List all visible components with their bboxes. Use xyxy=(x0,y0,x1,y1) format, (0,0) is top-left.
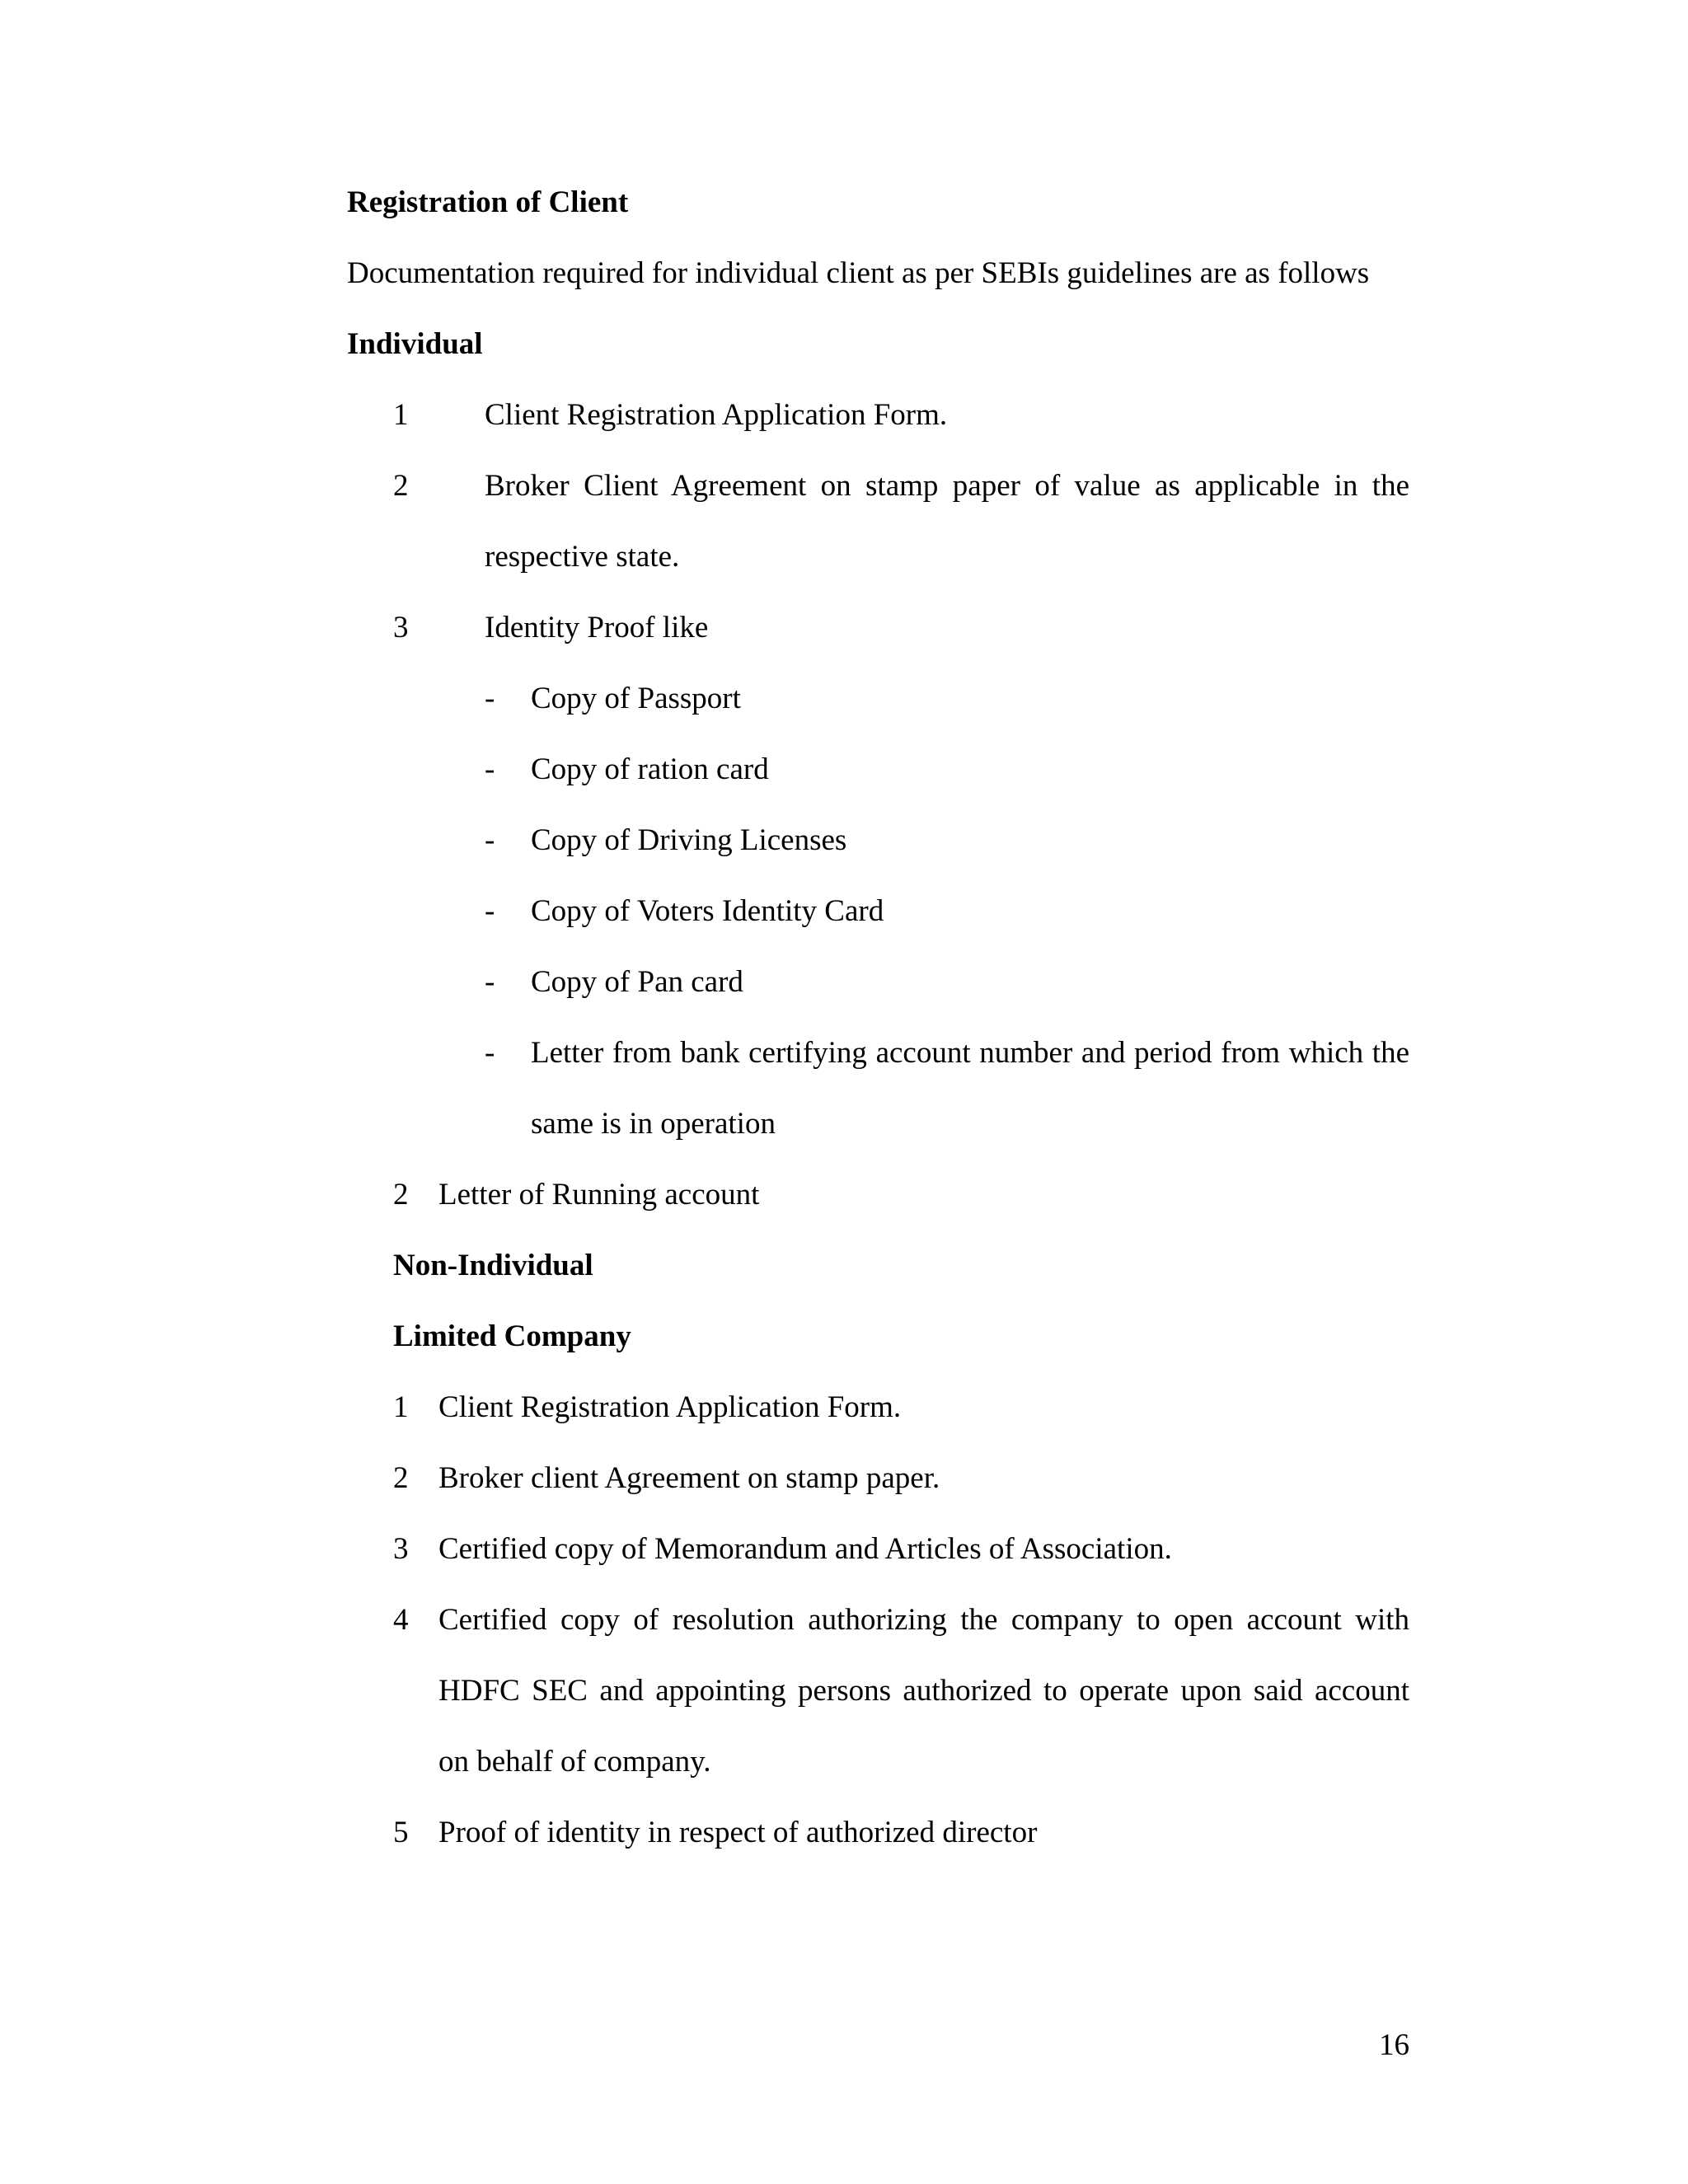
list-item-text: Letter of Running account xyxy=(438,1178,760,1212)
list-item-number: 3 xyxy=(393,1532,409,1566)
list-item-text-continuation: HDFC SEC and appointing persons authorized to operate upon said account xyxy=(438,1674,1409,1708)
list-item-number: 5 xyxy=(393,1816,409,1849)
list-item-number: 1 xyxy=(393,398,409,432)
intro-paragraph: Documentation required for individual client as per SEBIs guidelines are as follows xyxy=(347,256,1370,290)
list-item-number: 3 xyxy=(393,611,409,644)
non-individual-heading: Non-Individual xyxy=(393,1249,593,1282)
limited-company-heading: Limited Company xyxy=(393,1319,631,1353)
proof-item: Copy of Voters Identity Card xyxy=(531,894,884,928)
proof-item: Letter from bank certifying account number and period from which the xyxy=(531,1036,1409,1070)
list-item-number: 2 xyxy=(393,1178,409,1212)
bullet-dash: - xyxy=(485,823,495,857)
list-item-text: Identity Proof like xyxy=(485,611,709,644)
bullet-dash: - xyxy=(485,894,495,928)
proof-item: Copy of ration card xyxy=(531,752,769,786)
bullet-dash: - xyxy=(485,752,495,786)
list-item-text: Broker client Agreement on stamp paper. xyxy=(438,1461,940,1495)
list-item-text: Proof of identity in respect of authorized director xyxy=(438,1816,1038,1849)
bullet-dash: - xyxy=(485,682,495,715)
proof-item: Copy of Driving Licenses xyxy=(531,823,847,857)
list-item-text: Client Registration Application Form. xyxy=(438,1390,902,1424)
proof-item: Copy of Passport xyxy=(531,682,741,715)
section-title: Registration of Client xyxy=(347,185,629,219)
list-item-text: Client Registration Application Form. xyxy=(485,398,948,432)
page-number: 16 xyxy=(1379,2028,1409,2062)
list-item-number: 1 xyxy=(393,1390,409,1424)
list-item-number: 2 xyxy=(393,469,409,503)
individual-heading: Individual xyxy=(347,327,483,361)
list-item-number: 2 xyxy=(393,1461,409,1495)
proof-item-continuation: same is in operation xyxy=(531,1107,776,1141)
list-item-text-continuation: on behalf of company. xyxy=(438,1745,711,1779)
bullet-dash: - xyxy=(485,1036,495,1070)
list-item-number: 4 xyxy=(393,1603,409,1637)
list-item-text: Certified copy of Memorandum and Articles of Association. xyxy=(438,1532,1172,1566)
list-item-text-continuation: respective state. xyxy=(485,540,680,574)
bullet-dash: - xyxy=(485,965,495,999)
list-item-text: Broker Client Agreement on stamp paper of value as applicable in the xyxy=(485,469,1409,503)
proof-item: Copy of Pan card xyxy=(531,965,743,999)
list-item-text: Certified copy of resolution authorizing the company to open account with xyxy=(438,1603,1409,1637)
